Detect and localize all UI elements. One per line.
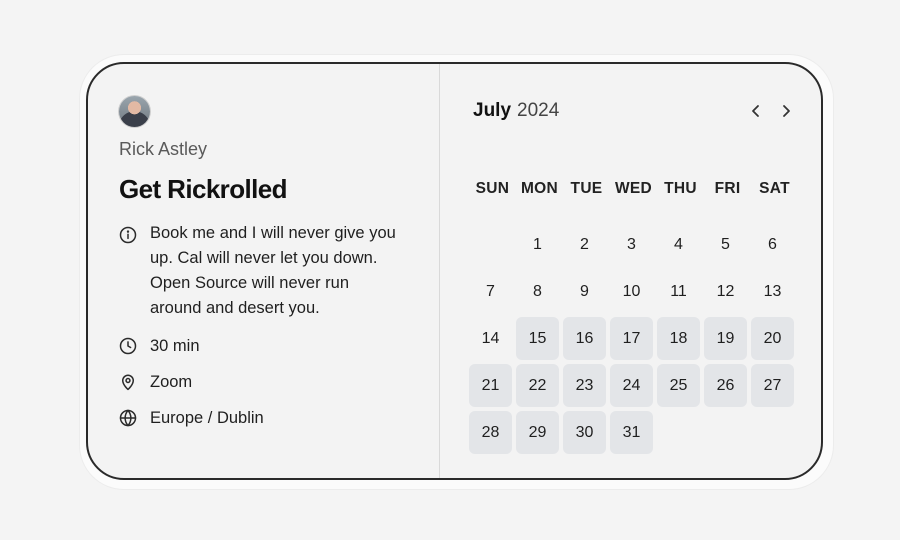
weekday-label: SAT [759,180,790,197]
unavailable-day: 1 [533,235,542,253]
unavailable-day: 7 [486,282,495,300]
event-timezone[interactable] [119,407,439,429]
event-details-panel [88,64,440,478]
unavailable-day: 3 [627,235,636,253]
unavailable-day: 8 [533,282,542,300]
prev-month-button[interactable] [745,100,767,122]
available-day-button[interactable]: 26 [704,364,747,407]
booking-card [86,62,823,480]
available-day-button[interactable]: 17 [610,317,653,360]
unavailable-day: 14 [481,329,500,347]
duration-text: 30 min [150,337,200,355]
available-day-button[interactable]: 28 [469,411,512,454]
unavailable-day: 9 [580,282,589,300]
available-day-button[interactable]: 19 [704,317,747,360]
available-day-button[interactable]: 21 [469,364,512,407]
chevron-left-icon [750,104,762,118]
weekday-label: THU [664,180,697,197]
owner-name: Rick Astley [119,139,208,159]
available-day-button[interactable]: 23 [563,364,606,407]
available-day-button[interactable]: 31 [610,411,653,454]
unavailable-day: 12 [716,282,735,300]
map-pin-icon [119,373,137,391]
available-day-button[interactable]: 18 [657,317,700,360]
avatar [119,96,150,127]
year: 2024 [517,100,560,121]
timezone-text[interactable]: Europe / Dublin [150,409,264,427]
available-day-button[interactable]: 29 [516,411,559,454]
info-icon [119,226,137,244]
available-day-button[interactable]: 20 [751,317,794,360]
unavailable-day: 4 [674,235,683,253]
weekday-label: MON [520,180,559,197]
event-location [119,371,439,393]
day-grid [469,223,794,454]
unavailable-day: 10 [622,282,641,300]
unavailable-day: 11 [670,282,687,300]
weekday-label: WED [614,180,653,197]
location-text: Zoom [150,373,193,391]
available-day-button[interactable]: 27 [751,364,794,407]
unavailable-day: 5 [721,235,730,253]
event-title: Get Rickrolled [119,174,287,204]
available-day-button[interactable]: 22 [516,364,559,407]
description-text: Book me and I will never give you up. Cal will never let you down. Open Source will never run around and desert you. [150,224,396,317]
unavailable-day: 13 [763,282,782,300]
month-header [473,100,559,122]
month-name: July [473,100,512,121]
clock-icon [119,337,137,355]
chevron-right-icon [780,104,792,118]
next-month-button[interactable] [775,100,797,122]
unavailable-day: 2 [580,235,589,253]
event-duration [119,335,439,357]
weekday-label: SUN [475,180,510,197]
globe-icon [119,409,137,427]
unavailable-day: 6 [768,235,777,253]
weekday-label: FRI [714,180,741,197]
available-day-button[interactable]: 25 [657,364,700,407]
calendar-panel [440,64,821,478]
weekday-label: TUE [570,180,603,197]
available-day-button[interactable]: 30 [563,411,606,454]
available-day-button[interactable]: 15 [516,317,559,360]
weekday-header [469,180,798,198]
available-day-button[interactable]: 24 [610,364,653,407]
available-day-button[interactable]: 16 [563,317,606,360]
event-description [119,224,439,321]
